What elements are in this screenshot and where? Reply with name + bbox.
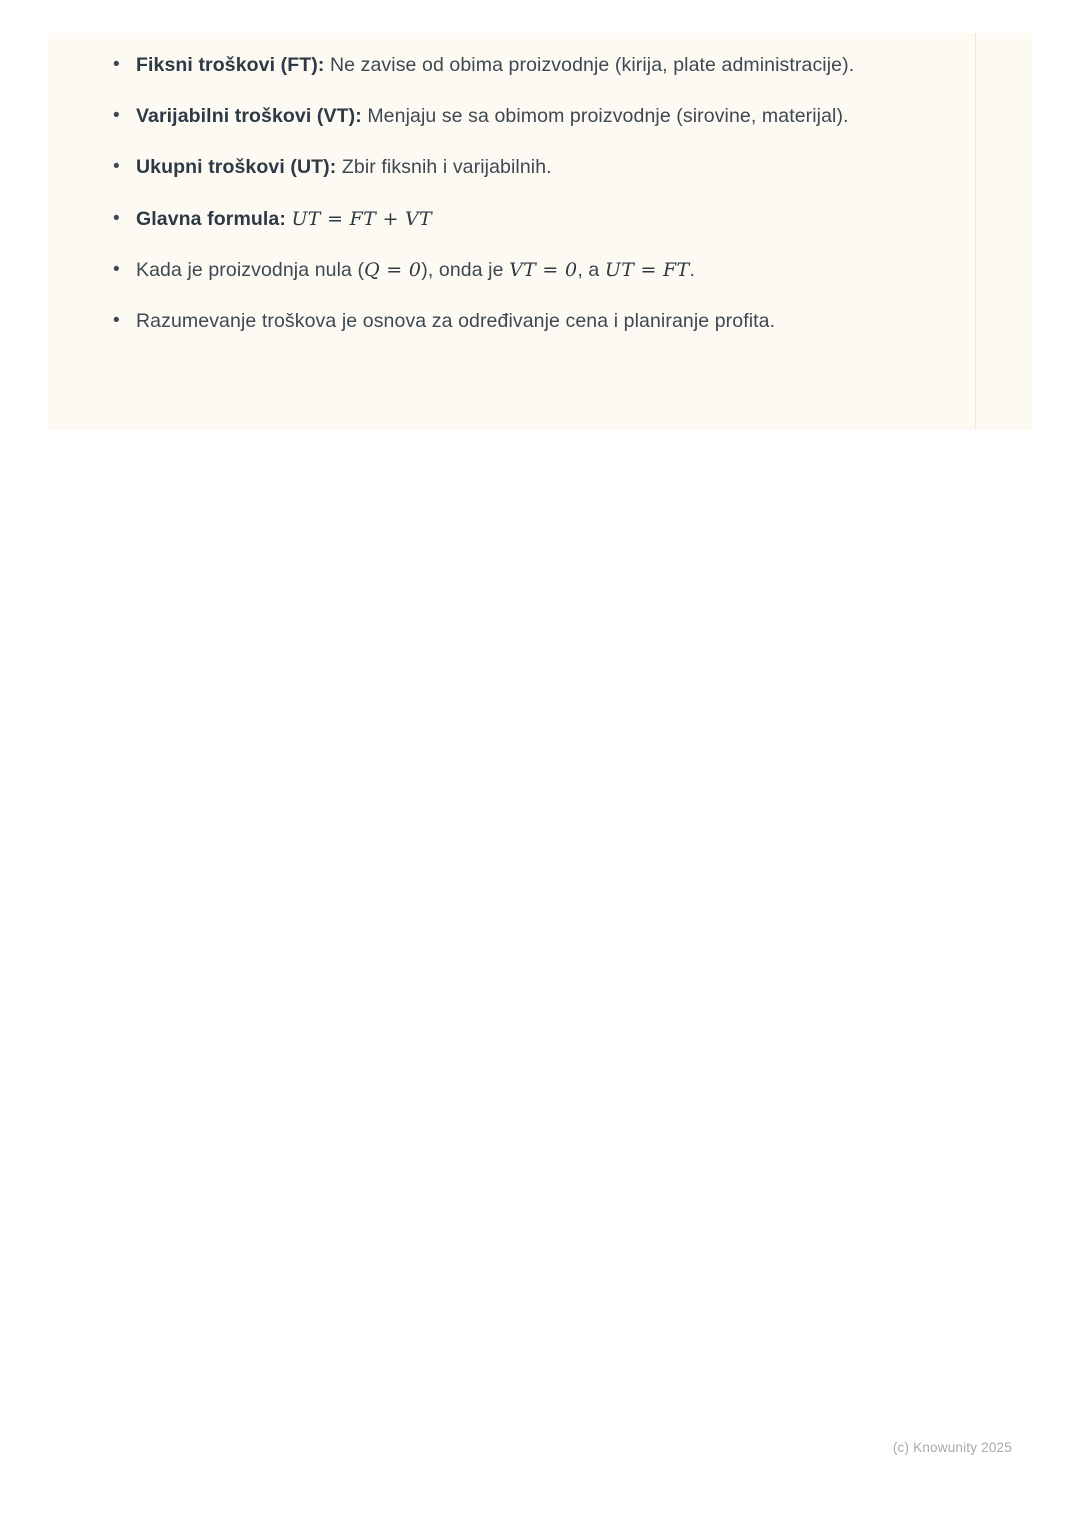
list-item-zero-output <box>98 254 862 286</box>
list-item-lead: Varijabilni troškovi (VT): <box>136 105 362 128</box>
list-item-lead: Ukupni troškovi (UT): <box>136 156 337 179</box>
list-item-text-after: . <box>689 258 696 281</box>
list-item-text: Menjaju se sa obimom proizvodnje (sirovine, materijal). <box>361 105 849 128</box>
formula-total-equals-fixed: UT = FT <box>604 258 690 281</box>
list-item-text-before: Kada je proizvodnja nula ( <box>136 258 365 281</box>
list-item-formula <box>98 203 862 235</box>
list-item-text-mid-2: , a <box>577 258 605 281</box>
formula-total-cost: UT = FT + VT <box>291 207 433 230</box>
list-item-lead: Glavna formula: <box>136 207 286 230</box>
formula-quantity-zero: Q = 0 <box>364 258 422 281</box>
summary-bullet-list <box>98 49 862 337</box>
formula-variable-cost-zero: VT = 0 <box>509 258 578 281</box>
footer-credit: (c) Knowunity 2025 <box>892 1440 1012 1455</box>
list-item-text: Zbir fiksnih i varijabilnih. <box>336 156 552 179</box>
list-item <box>98 305 862 337</box>
list-item-text: Razumevanje troškova je osnova za određivanje cena i planiranje profita. <box>136 310 776 333</box>
list-item <box>98 100 862 132</box>
notes-card <box>48 33 1032 430</box>
list-item-lead: Fiksni troškovi (FT): <box>136 54 325 76</box>
card-right-rule <box>975 33 976 430</box>
list-item <box>98 49 862 81</box>
list-item <box>98 151 862 183</box>
list-item-text-mid-1: ), onda je <box>421 258 510 281</box>
list-item-text: Ne zavise od obima proizvodnje (kirija, plate administracije). <box>324 54 855 76</box>
